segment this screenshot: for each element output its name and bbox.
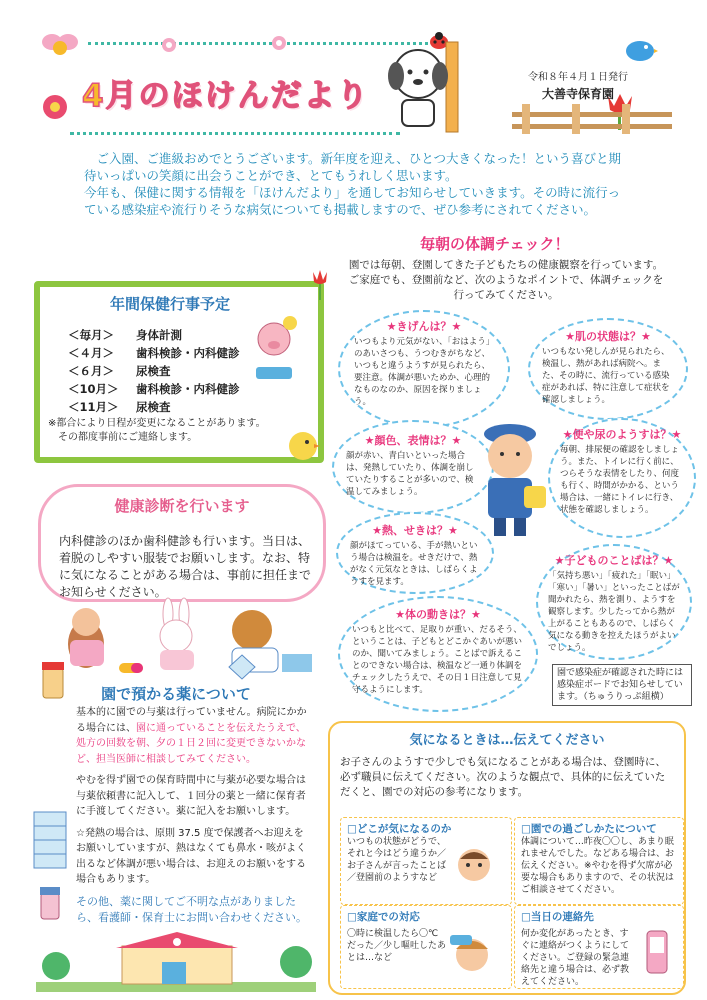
dog-measuring-icon [378,40,468,135]
butterfly-icon [40,30,80,60]
schedule-note [48,417,266,445]
schedule-note-line-1: ※都合により日程が変更になることがあります。 [48,418,266,429]
issue-date: 令和８年４月１日発行 [528,72,628,83]
schedule-month: ＜４月＞ [68,346,114,360]
schedule-event: 歯科検診・内科健診 [136,346,240,360]
medicine-sheet-icon [32,810,68,870]
check-bubble-body: 顔がほてっている、手が熱いという場合は検温を。せきだけで、熱がなく元気なときは、しばらくようすを見ます。 [350,541,478,587]
health-schedule-box [34,281,324,463]
worried-subbox-body: 〇時に検温したら〇℃だった／少し嘔吐したあとは…など [347,929,447,963]
check-bubble-body: 「気持ち悪い」「疲れた」「眠い」「寒い」「暑い」といったことばが聞かれたら、熱を測り、ようすを観察します。少したってから熱が上がることもあるので、しばらく気になる動きを控えたほうがよいでしょう。 [548,571,680,653]
morning-check-title: 毎朝の体調チェック！ [420,235,570,253]
schedule-month: ＜毎月＞ [68,328,114,342]
check-bubble-skin [528,318,688,420]
medicine-text-highlight: 園に通っていることを伝えたうえで、処方の回数を朝、夕の１日２回に変更できないかなど、担当医師に相談してみてください。 [76,722,306,765]
doctor-checkup-illustration [56,596,316,674]
page-title: 4月のほけんだより [82,78,370,114]
check-bubble-toilet [548,418,696,538]
worried-subbox-body: いつもの状態がどうで、それと今はどう違うか／お子さんが言ったことば／登園前のようすなど [347,837,447,883]
thermometer-child-icon [448,929,494,975]
worried-subbox-daycare [514,817,684,905]
checkup-cloud [38,484,326,602]
worried-subbox-title: □園での過ごしかたについて [521,823,657,835]
schedule-month: ＜６月＞ [68,364,114,378]
check-bubble-words [536,544,692,660]
chick-icon [286,428,320,462]
check-bubble-body: いつもない発しんが見られたら、検温し、熱があれば病院へ。また、その時に、流行っている感染症があれば、特に注意して症状を確認しましょう。 [542,347,670,405]
check-bubble-title: ★肌の状態は？★ [565,330,651,343]
check-bubble-title: ★顔色、表情は？★ [364,434,462,447]
intro-paragraph-1: ご入園、ご進級おめでとうございます。新年度を迎え、ひとつ大きくなった！という喜びと期待いっぱいの笑顔に出会うことができ、とてもうれしく思います。 [84,151,622,183]
flower-icon [40,92,70,122]
schedule-row [68,363,171,379]
worried-box [328,721,686,995]
schedule-row [68,327,182,343]
worried-intro: お子さんのようすで少しでも気になることがある場合は、登園時に、必ず職員に伝えてください。次のような観点で、具体的に伝えていただくと、園での対応の参考になります。 [340,756,666,798]
capsule-icon [118,660,144,674]
intro-paragraph-2: 今年も、保健に関する情報を「ほけんだより」を通してお知らせしていきます。その時に流行っている感染症や流行りそうな病気についても掲載しますので、ぜひ参考にされてください。 [84,185,621,217]
medicine-paragraph-3: ☆発熱の場合は、原則 37.5 度で保護者へお迎えをお願いしていますが、熱はなくても鼻水・咳がよく出るなど体調が悪い場合は、お迎えのお願いをする場合もあります。 [76,827,306,885]
schedule-title: 年間保健行事予定 [109,295,230,313]
check-bubble-body: いつもより元気がない、「おはよう」のあいさつも、うつむきがちなど、いつもと違うようすが見られたら、要注意。体調が悪いためか、心理的なものなのか、原因を探りましょう。 [354,337,491,407]
worried-subbox-title: □当日の連絡先 [521,911,594,923]
check-bubble-title: ★体の動きは？★ [395,608,481,621]
check-bubble-title: ★便や尿のようすは？★ [562,428,682,441]
pill-bottle-icon [38,660,68,700]
schedule-row [68,381,240,397]
schedule-event: 尿検査 [136,364,171,378]
checkup-title: 健康診断を行います [114,497,250,515]
school-name: 大善寺保育園 [541,87,614,101]
worried-title: 気になるときは…伝えてください [409,733,605,748]
crying-child-icon [454,845,494,885]
schedule-event: 歯科検診・内科健診 [136,382,240,396]
schedule-month: ＜11月＞ [68,400,119,414]
check-bubble-title: ★子どものことばは？★ [554,554,674,567]
check-bubble-body: 毎朝、排尿便の確認をしましょう。また、トイレに行く前に、つらそうな表情をしたり、何度も行く、時間がかかる、という場合は、一緒にトイレに行き、状態を確認しましょう。 [560,445,680,515]
check-bubble-title: ★きげんは？★ [386,320,462,333]
tulip-flower-icon [310,270,330,300]
medicine-text [76,705,308,932]
schedule-note-line-2: その都度事前にご連絡します。 [58,432,198,443]
schedule-row [68,345,240,361]
schedule-event: 尿検査 [136,400,171,414]
wooden-fence [512,104,672,134]
infection-notice: 園で感染症が確認された時には感染症ボードでお知らせしています。（ちゅうりっぷ組横） [552,664,692,706]
intro-text [84,150,624,218]
pig-on-scale-icon [246,315,302,385]
worried-subbox-title: □家庭での対応 [347,911,420,923]
schedule-event: 身体計測 [136,328,182,342]
check-bubble-body: いつもと比べて、足取りが重い、だるそう、ということは、子どもとどこかぐあいが悪いのか、聞いてみましょう。ことばで訴えることのできない場合は、検温など一通り体調をチェックしたうえで、その日１日注意して見守るようにします。 [352,625,523,695]
bird-icon [622,36,658,62]
check-bubble-mood [338,310,510,428]
nursery-building-illustration [36,932,316,992]
medicine-packet-icon [228,654,256,680]
pill-bottle-icon [38,885,62,921]
schedule-month: ＜10月＞ [68,382,119,396]
worried-subbox-body: 何か変化があったとき、すぐに連絡がつくようにしてください。ご登録の緊急連絡先と違う場合は、必ず教えてください。 [521,929,630,987]
flower-icon [270,34,288,52]
flower-icon [160,36,178,54]
morning-check-intro: 園では毎朝、登園してきた子どもたちの健康観察を行っています。ご家庭でも、登園前など、次のようなポイントで、体調チェックを行ってみてください。 [348,259,664,301]
child-with-bag-illustration [470,420,550,540]
header-dotted-border-bottom [70,132,400,135]
medicine-paragraph-2: やむを得ず園での保育時間中に与薬が必要な場合は与薬依頼書に記入して、１回分の薬と一緒に保育者に手渡してください。薬に記入をお願いします。 [76,775,306,817]
check-bubble-title: ★熱、せきは？★ [372,524,458,537]
checkup-body: 内科健診のほか歯科健診も行います。当日は、着脱のしやすい服装でお願いします。なお、特に気になることがある場合は、事前に担任までお知らせください。 [59,534,312,599]
medicine-text-plain: 基本的に園での与薬は行っていません。病院にかかる場合には、 [76,707,307,734]
check-bubble-movement [338,596,538,712]
worried-subbox-body: 体調について…昨夜〇〇し、あまり眠れませんでした。などある場合は、お伝えください。※やむを得ず欠席が必要な場合もありますので、その状況はご相談させてください。 [521,837,675,895]
issue-info [528,70,628,102]
medicine-footnote: その他、薬に関してご不明な点がありましたら、看護師・保育士にお問い合わせください。 [76,894,307,924]
check-bubble-body: 顔が赤い、青白いといった場合は、発熱していたり、体調を崩していたりすることが多いので、検温してみましょう。 [346,451,474,497]
medicine-paragraph-1 [76,705,308,767]
worried-subbox-title: □どこが気になるのか [347,823,452,835]
schedule-row [68,399,171,415]
medicine-title: 園で預かる薬について [101,685,251,703]
mobile-phone-icon [644,929,670,975]
